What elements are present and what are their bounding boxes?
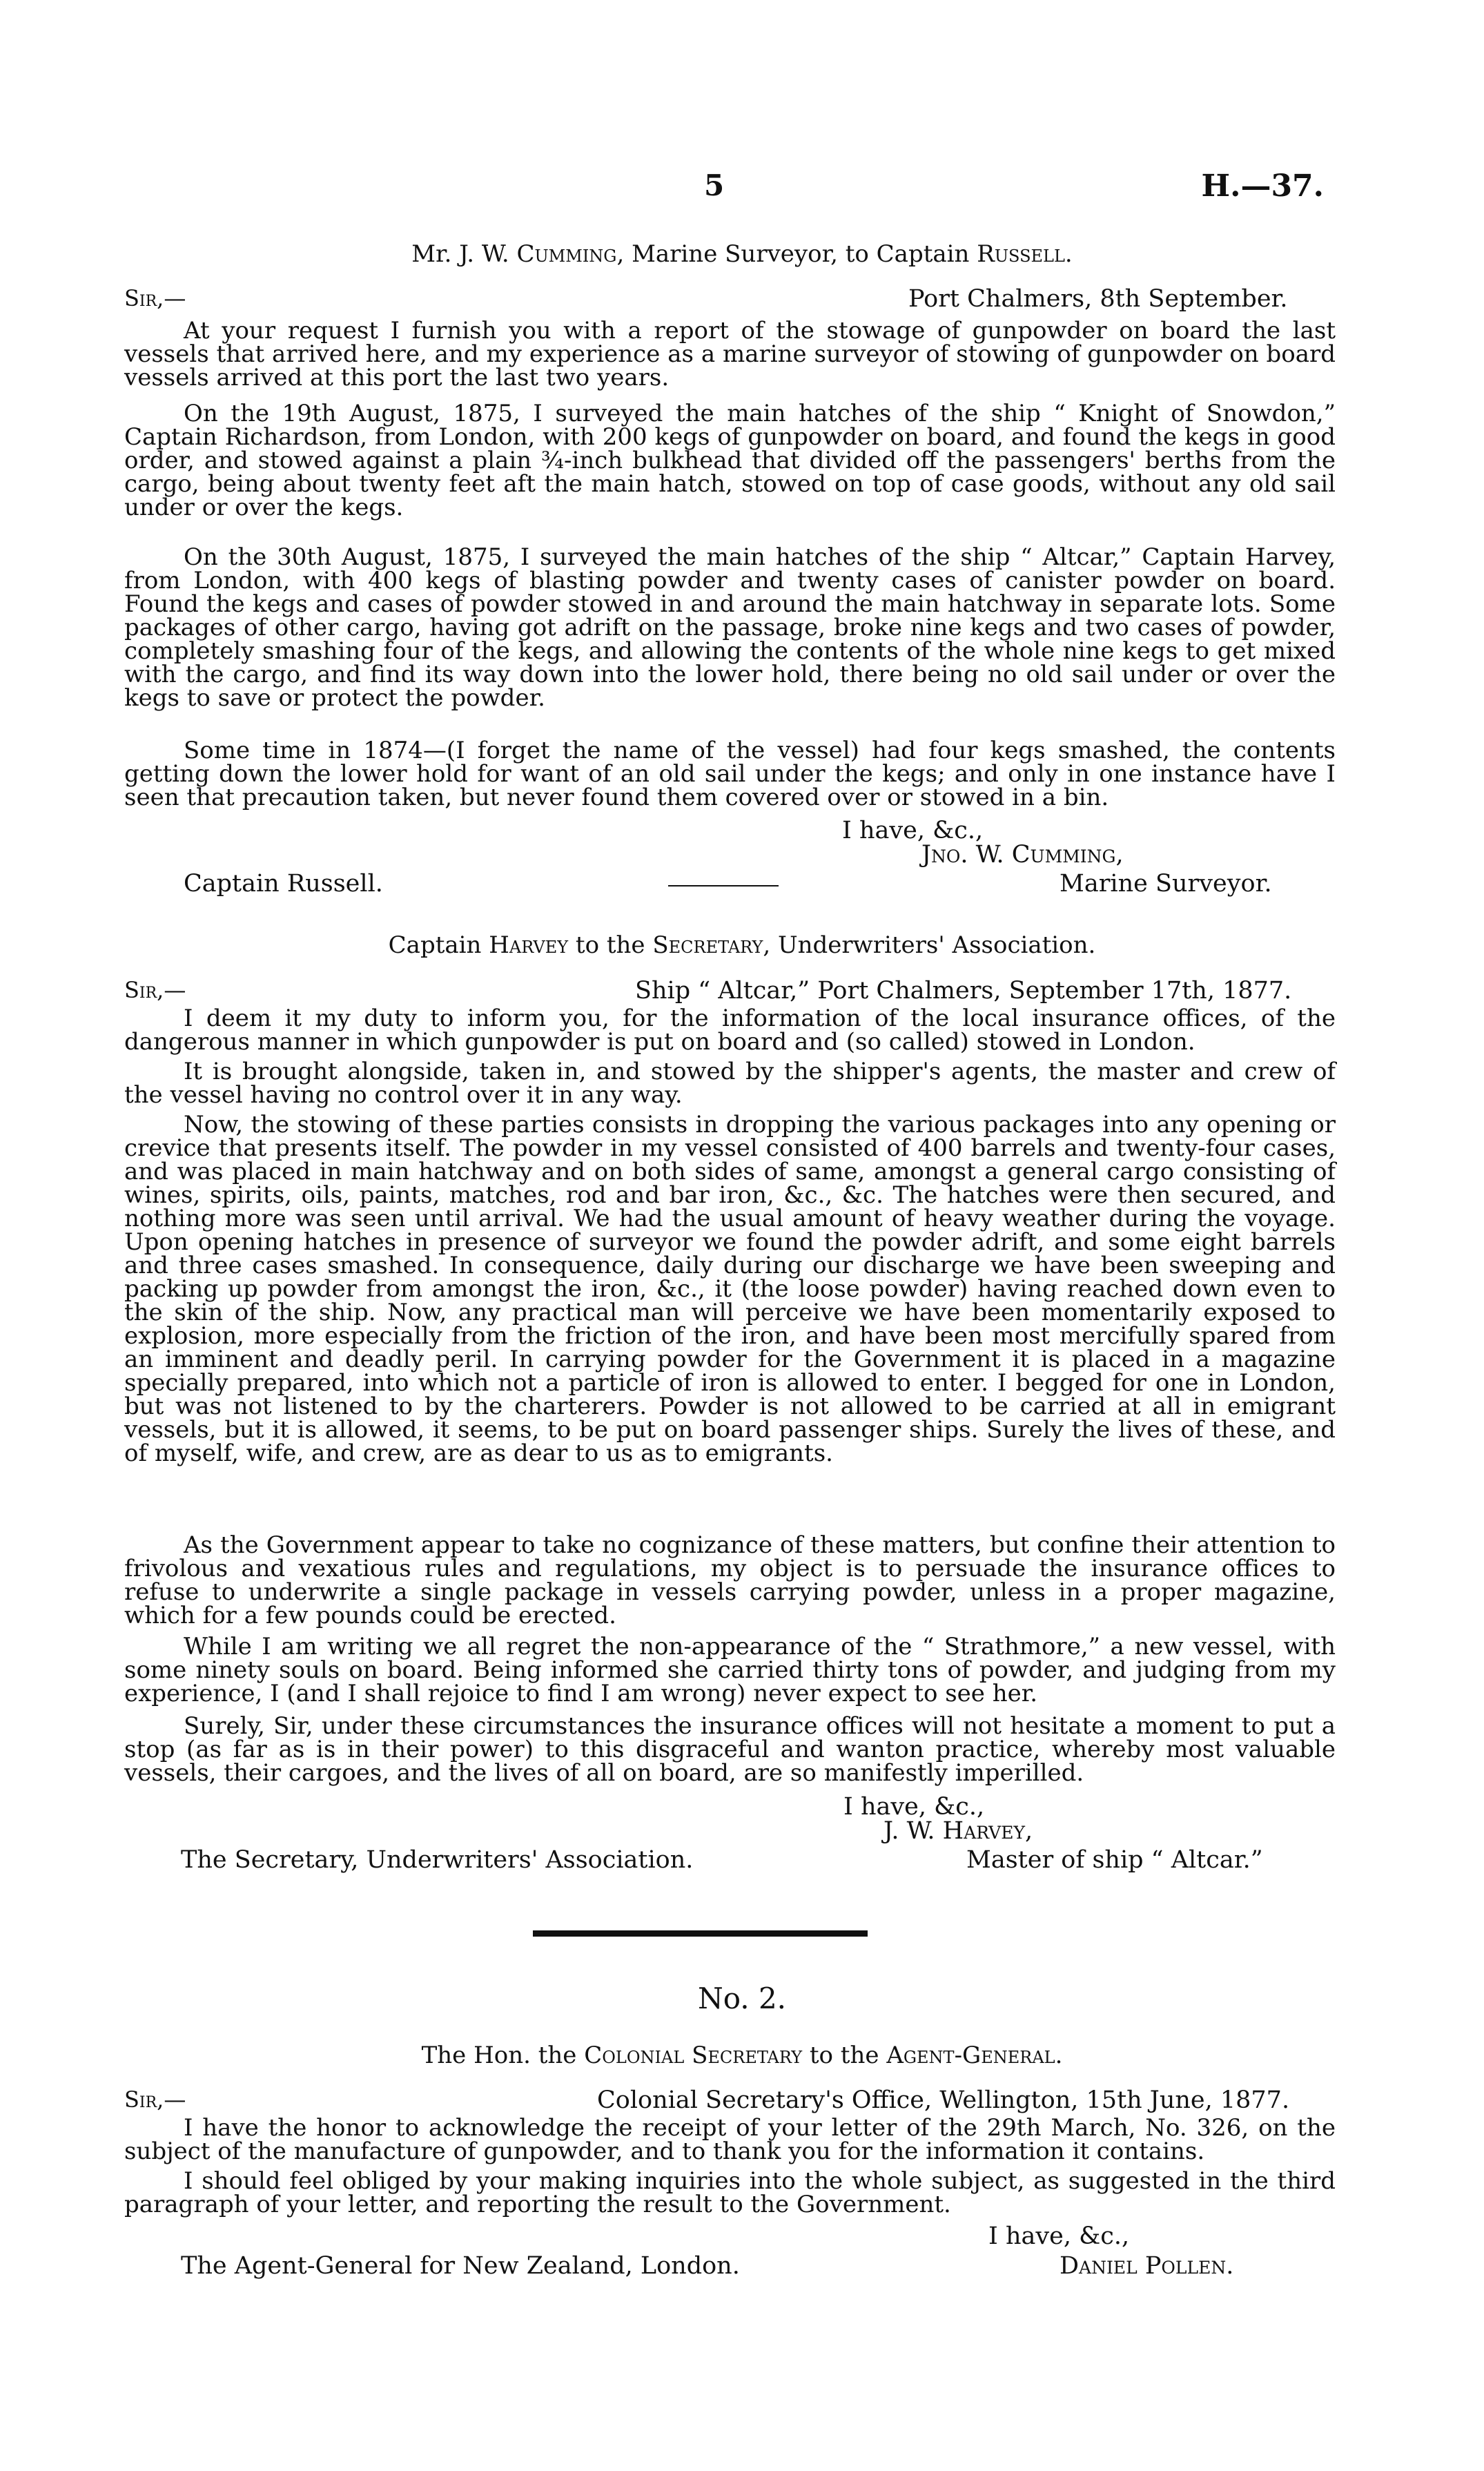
letter1-paragraph: Some time in 1874—(I forget the name of the vessel) had four kegs smashed, the contents getting down the lower hold for want of an old sail under the kegs; and only in one instance have I seen that precaution taken, but never found them covered over or stowed in a bin. (124, 737, 1336, 811)
letter3-closing: I have, &c., (988, 2222, 1130, 2250)
letter1-title: Mr. J. W. Cumming, Marine Surveyor, to Captain Russell. (411, 240, 1073, 268)
letter2-paragraph: While I am writing we all regret the non-appearance of the “ Strathmore,” a new vessel, with some ninety souls on board. Being informed she carried thirty tons of powder, and judging from my experience, I (and I shall rejoice to find I am wrong) never expect to see her. (124, 1633, 1336, 1707)
letter2-paragraph: I deem it my duty to inform you, for the information of the local insurance offices, of the dangerous manner in which gunpowder is put on board and (so called) stowed in London. (124, 1005, 1336, 1056)
letter1-signature-role: Marine Surveyor. (1060, 870, 1272, 898)
letter1-salutation: Sir,— (124, 285, 186, 311)
letter3-date: Colonial Secretary's Office, Wellington, 15th June, 1877. (597, 2086, 1290, 2114)
letter1-addressee: Captain Russell. (184, 870, 383, 898)
letter2-date: Ship “ Altcar,” Port Chalmers, September 17th, 1877. (635, 977, 1292, 1005)
letter2-paragraph: Surely, Sir, under these circumstances the insurance offices will not hesitate a moment to put a stop (as far as is in their power) to this disgraceful and wanton practice, whereby most valuable vessels, their cargoes, and the lives of all on board, are so manifestly imperilled. (124, 1712, 1336, 1787)
page-number: 5 (704, 168, 725, 202)
letter1-date: Port Chalmers, 8th September. (908, 285, 1288, 313)
letter3-signature: Daniel Pollen. (1060, 2252, 1234, 2280)
letter2-paragraph: Now, the stowing of these parties consists in dropping the various packages into any opening or crevice that presents itself. The powder in my vessel consisted of 400 barrels and twenty-four cases, and was placed in main hatchway and on both sides of same, amongst a general cargo consisting of wines, spirits, oils, paints, matches, rod and bar iron, &c., &c. The hatches were then secured, and nothing more was seen until arrival. We had the usual amount of heavy weather during the voyage. Upon opening hatches in presence of surveyor we found the powder adrift, and some eight barrels and three cases smashed. In consequence, daily during our discharge we have been sweeping and packing up powder from amongst the iron, &c., it (the loose powder) having reached down even to the skin of the ship. Now, any practical man will perceive we have been momentarily exposed to explosion, more especially from the friction of the iron, and have been most mercifully spared from an imminent and deadly peril. In carrying powder for the Government it is placed in a magazine specially prepared, into which not a particle of iron is allowed to enter. I begged for one in London, but was not listened to by the charterers. Powder is not allowed to be carried at all in emigrant vessels, but it is allowed, it seems, to be put on board passenger ships. Surely the lives of these, and of myself, wife, and crew, are as dear to us as to emigrants. (124, 1111, 1336, 1467)
letter1-paragraph: At your request I furnish you with a report of the stowage of gunpowder on board the last vessels that arrived here, and my experience as a marine surveyor of stowing of gunpowder on board vessels arrived at this port the last two years. (124, 317, 1336, 391)
letter2-signature: J. W. Harvey, (883, 1817, 1033, 1845)
document-code: H.—37. (1201, 168, 1324, 204)
letter2-addressee: The Secretary, Underwriters' Association. (181, 1846, 694, 1874)
letter1-paragraph: On the 30th August, 1875, I surveyed the main hatches of the ship “ Altcar,” Captain Harvey, from London, with 400 kegs of blasting powder and twenty cases of canister powder on board. Found the kegs and cases of powder stowed in and around the main hatchway in separate lots. Some packages of other cargo, having got adrift on the passage, broke nine kegs and two cases of powder, completely smashing four of the kegs, and allowing the contents of the whole nine kegs to get mixed with the cargo, and find its way down into the lower hold, there being no old sail under or over the kegs to save or protect the powder. (124, 543, 1336, 712)
section-number: No. 2. (697, 1981, 787, 2015)
letter3-salutation: Sir,— (124, 2086, 186, 2113)
letter3-paragraph: I should feel obliged by your making inquiries into the whole subject, as suggested in the third paragraph of your letter, and reporting the result to the Government. (124, 2167, 1336, 2218)
letter3-addressee: The Agent-General for New Zealand, London. (181, 2252, 740, 2280)
section-rule (533, 1930, 868, 1937)
letter1-signature: Jno. W. Cumming, (921, 841, 1124, 869)
letter2-closing: I have, &c., (843, 1793, 985, 1821)
letter2-title: Captain Harvey to the Secretary, Underwriters' Association. (388, 931, 1096, 959)
letter2-paragraph: As the Government appear to take no cognizance of these matters, but confine their attention to frivolous and vexatious rules and regulations, my object is to persuade the insurance offices to refuse to underwrite a single package in vessels carrying powder, unless in a proper magazine, which for a few pounds could be erected. (124, 1531, 1336, 1629)
separator-dash (668, 885, 779, 886)
letter2-signature-role: Master of ship “ Altcar.” (966, 1846, 1263, 1874)
letter3-paragraph: I have the honor to acknowledge the receipt of your letter of the 29th March, No. 326, on the subject of the manufacture of gunpowder, and to thank you for the information it contains. (124, 2114, 1336, 2165)
letter2-salutation: Sir,— (124, 977, 186, 1003)
letter3-title: The Hon. the Colonial Secretary to the Agent-General. (421, 2042, 1063, 2069)
letter1-paragraph: On the 19th August, 1875, I surveyed the main hatches of the ship “ Knight of Snowdon,” Captain Richardson, from London, with 200 kegs of gunpowder on board, and found the kegs in good order, and stowed against a plain ¾-inch bulkhead that divided off the passengers' berths from the cargo, being about twenty feet aft the main hatch, stowed on top of case goods, without any old sail under or over the kegs. (124, 400, 1336, 521)
letter1-closing: I have, &c., (842, 817, 984, 844)
letter2-paragraph: It is brought alongside, taken in, and stowed by the shipper's agents, the master and crew of the vessel having no control over it in any way. (124, 1058, 1336, 1109)
